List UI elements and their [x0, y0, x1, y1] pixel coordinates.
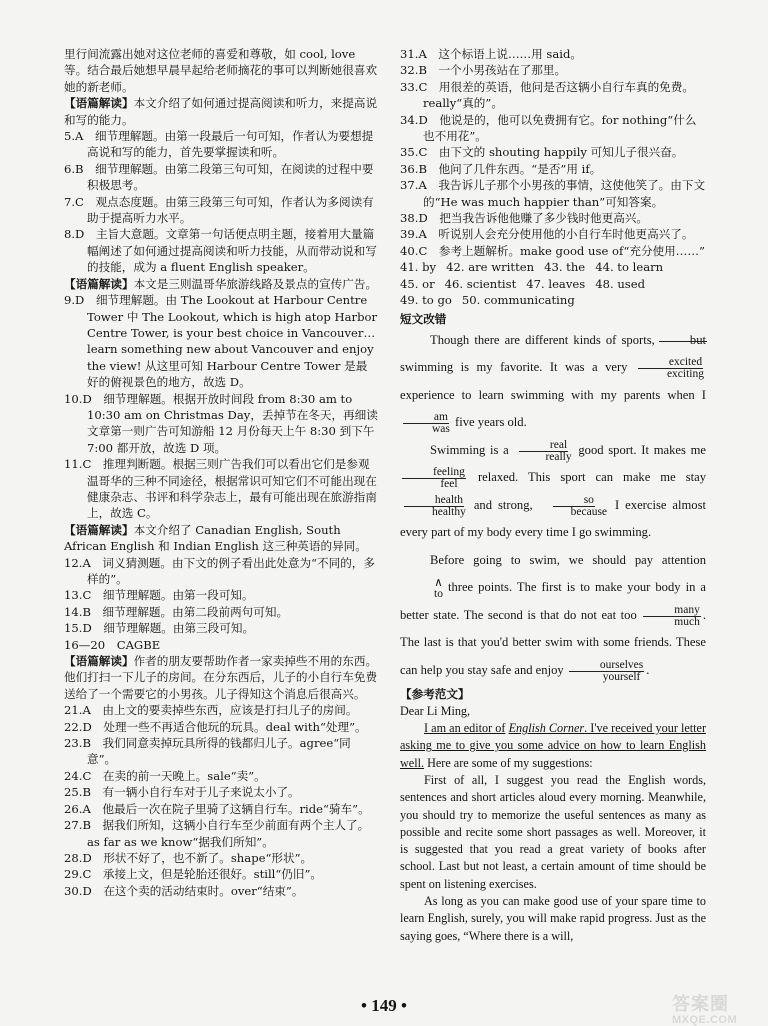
reading-analysis: 【语篇解读】本文介绍了 Canadian English, South African English 和 Indian English 这三种英语的异同。 — [64, 522, 367, 554]
answer-explanation: 26.A 他最后一次在院子里骑了这辆自行车。ride“骑车”。 — [64, 801, 370, 816]
reading-analysis: 【语篇解读】本文是三则温哥华旅游线路及景点的宣传广告。 — [64, 276, 378, 291]
answer-explanation: 5.A 细节理解题。由第一段最后一句可知，作者认为要想提高说和写的能力，首先要掌握读和听。 — [64, 129, 374, 160]
answer-explanation: 23.B 我们同意卖掉玩具所得的钱都归儿子。agree“同意”。 — [64, 736, 351, 767]
answer-explanation: 10.D 细节理解题。根据开放时间段 from 8:30 am to 10:30 am on Christmas Day，丢掉节在冬天，再细读文章第一则广告可知游船 12 月份每天上午 8:30 到下午 7:00 都开放，故选 D 项。 — [64, 391, 378, 455]
correction-mark: excited exciting — [637, 357, 704, 380]
answer-explanation: 37.A 我告诉儿子那个小男孩的事情，这使他笑了。由下文的“He was much happier than”可知答案。 — [400, 178, 706, 209]
page-number: • 149 • — [361, 996, 407, 1015]
reading-analysis: 【语篇解读】本文介绍了如何通过提高阅读和听力，来提高说和写的能力。 — [64, 96, 378, 127]
answer-explanation: 39.A 听说别人会充分使用他的小自行车时他更高兴了。 — [400, 227, 694, 242]
answer-explanation: 12.A 词义猜测题。由下文的例子看出此处意为“不同的，多样的”。 — [64, 555, 375, 586]
error-correction-passage: Though there are different kinds of sports, but swimming is my favorite. It was a very excited exciting experience to learn swimming with my parents when I am was five years old. Swimming is a real really good sport. It makes me feeling feel relaxed. This sport can make me stay health healthy and strong, so because I exercise almost every part of my body every time I go swimming. Before going to swim, we should pay attention ∧ to three points. The first is to make your body in a better state. The second is that do not eat too many much . The last is that you'd better swim with some friends. These can help you stay safe and enjoy ourselves yourself . — [400, 327, 706, 685]
answer-explanation: 16—20 CAGBE — [64, 637, 161, 652]
correction-mark: many much — [643, 605, 701, 628]
deleted-word: but — [660, 327, 706, 355]
answer-explanation: 11.C 推理判断题。根据三则广告我们可以看出它们是参观温哥华的三种不同途径，根据常识可知它们不可能出现在健康杂志、书评和科学杂志上，最有可能出现在旅游指南上，故选 C。 — [64, 457, 377, 521]
answer-explanation: 36.B 他问了几件东西。“是否”用 if。 — [400, 161, 602, 176]
answer-explanation: 15.D 细节理解题。由第三段可知。 — [64, 621, 255, 636]
answer-explanation: 13.C 细节理解题。由第一段可知。 — [64, 588, 254, 603]
sample-essay-title: 【参考范文】 — [400, 687, 470, 702]
answer-explanation: 里行间流露出她对这位老师的喜爱和尊敬，如 cool, love 等。结合最后她想早晨早起给老师摘花的事可以判断她很喜欢她的新老师。 — [64, 47, 378, 94]
answer-explanation: 6.B 细节理解题。由第二段第三句可知，在阅读的过程中要积极思考。 — [64, 161, 374, 193]
blank-answer: 48. used — [595, 276, 646, 291]
blank-answer: 49. to go — [400, 293, 452, 308]
paragraph: First of all, I suggest you read the English words, sentences and short articles aloud every morning. Meanwhile, you should try to memorize the useful sentences as many as possible and recite some short passages as well. Moreover, it is suggested that you read a great variety of books after school. Last but not least, a certain amount of time should be spent on listening exercises. — [400, 773, 706, 891]
correction-mark: real really — [515, 440, 571, 463]
answer-explanation: 22.D 处理一些不再适合他玩的玩具。deal with“处理”。 — [64, 719, 367, 734]
answer-explanation: 35.C 由下文的 shouting happily 可知儿子很兴奋。 — [400, 145, 684, 160]
blank-answers-41-50 — [400, 259, 706, 308]
insertion-mark: ∧ to — [434, 576, 443, 600]
correction-mark: so because — [541, 495, 607, 518]
correction-mark: health healthy — [402, 495, 466, 518]
answer-explanation: 32.B 一个小男孩站在了那里。 — [400, 63, 567, 78]
correction-mark: am was — [402, 412, 450, 435]
answer-explanations-31-40 — [400, 46, 706, 259]
watermark-logo: 答案圈 MXQE.COM — [672, 994, 738, 1026]
answer-explanation: 7.C 观点态度题。由第三段第三句可知，作者认为多阅读有助于提高听力水平。 — [64, 194, 374, 226]
answer-explanation: 30.D 在这个卖的活动结束时。over“结束”。 — [64, 883, 304, 898]
answer-explanation: 24.C 在卖的前一天晚上。sale“卖”。 — [64, 768, 266, 783]
sample-essay: Dear Li Ming, I am an editor of English Corner. I've received your letter asking me to give you some advice on how to learn English well. Here are some of my suggestions: First of all, I suggest you read the English words, sentences and short articles aloud every morning. Meanwhile, you should try to memorize the useful sentences as many as possible and recite some short passages as well. Moreover, it is suggested that you read a great variety of books after school. Last but not least, a certain amount of time should be spent on listening exercises. As long as you can make good use of your spare time to learn English, surely, you will make rapid progress. Just as the saying goes, “Where there is a will, — [400, 703, 706, 945]
blank-answer: 44. to learn — [595, 260, 664, 275]
answer-explanation: 31.A 这个标语上说……用 said。 — [400, 47, 583, 61]
blank-answer: 46. scientist — [444, 276, 517, 291]
blank-answer: 50. communicating — [461, 293, 575, 308]
blank-answer: 43. the — [544, 260, 586, 275]
left-column — [64, 46, 378, 899]
answer-explanation: 21.A 由上文的要卖掉些东西，应该是打扫儿子的房间。 — [64, 703, 358, 718]
correction-title: 短文改错 — [400, 311, 447, 326]
paragraph: As long as you can make good use of your spare time to learn English, surely, you will make rapid progress. Just as the saying goes, “Where there is a will, — [400, 894, 706, 943]
answer-explanation: 27.B 据我们所知，这辆小自行车至少前面有两个主人了。as far as we know“据我们所知”。 — [64, 818, 370, 849]
answer-explanation: 14.B 细节理解题。由第二段前两句可知。 — [64, 604, 289, 619]
answer-explanation: 40.C 参考上题解析。make good use of“充分使用……” — [400, 243, 705, 258]
greeting: Dear Li Ming, — [400, 703, 471, 718]
answer-explanation: 25.B 有一辆小自行车对于儿子来说太小了。 — [64, 785, 300, 800]
blank-answer: 42. are written — [446, 260, 535, 275]
answer-explanation: 33.C 用很差的英语，他问是否这辆小自行车真的免费。really“真的”。 — [400, 79, 694, 111]
reading-analysis: 【语篇解读】作者的朋友要帮助作者一家卖掉些不用的东西。他们打扫一下儿子的房间。在分东西后，儿子的小自行车免费送给了一个需要它的小男孩。儿子得知这个消息后很高兴。 — [64, 654, 378, 701]
correction-mark: ourselves yourself — [569, 660, 644, 683]
blank-answer: 41. by — [400, 260, 437, 275]
right-column — [400, 46, 706, 945]
blank-answer: 45. or — [400, 276, 435, 291]
blank-answer: 47. leaves — [526, 276, 586, 291]
correction-mark: feeling feel — [402, 467, 466, 490]
answer-explanation: 38.D 把当我告诉他他赚了多少钱时他更高兴。 — [400, 211, 649, 226]
answer-explanation: 34.D 他说是的，他可以免费拥有它。for nothing“什么也不用花”。 — [400, 112, 697, 144]
answer-explanation: 8.D 主旨大意题。文章第一句话便点明主题，接着用大量篇幅阐述了如何通过提高阅读和听力技能，从而带动说和写的技能，成为 a fluent English speaker。 — [64, 227, 377, 275]
answer-explanation: 9.D 细节理解题。由 The Lookout at Harbour Centre Tower 中 The Lookout, which is high atop Harbor Centre Tower, is your best choice in Vancouver…learn something new about Vancouver and enjoy the view! 从这里可知 Harbour Centre Tower 是最好的俯视景色的地方，故选 D。 — [64, 293, 378, 390]
answer-explanation: 28.D 形状不好了，也不新了。shape“形状”。 — [64, 850, 313, 865]
answer-explanation: 29.C 承接上文，但是轮胎还很好。still“仍旧”。 — [64, 867, 322, 882]
